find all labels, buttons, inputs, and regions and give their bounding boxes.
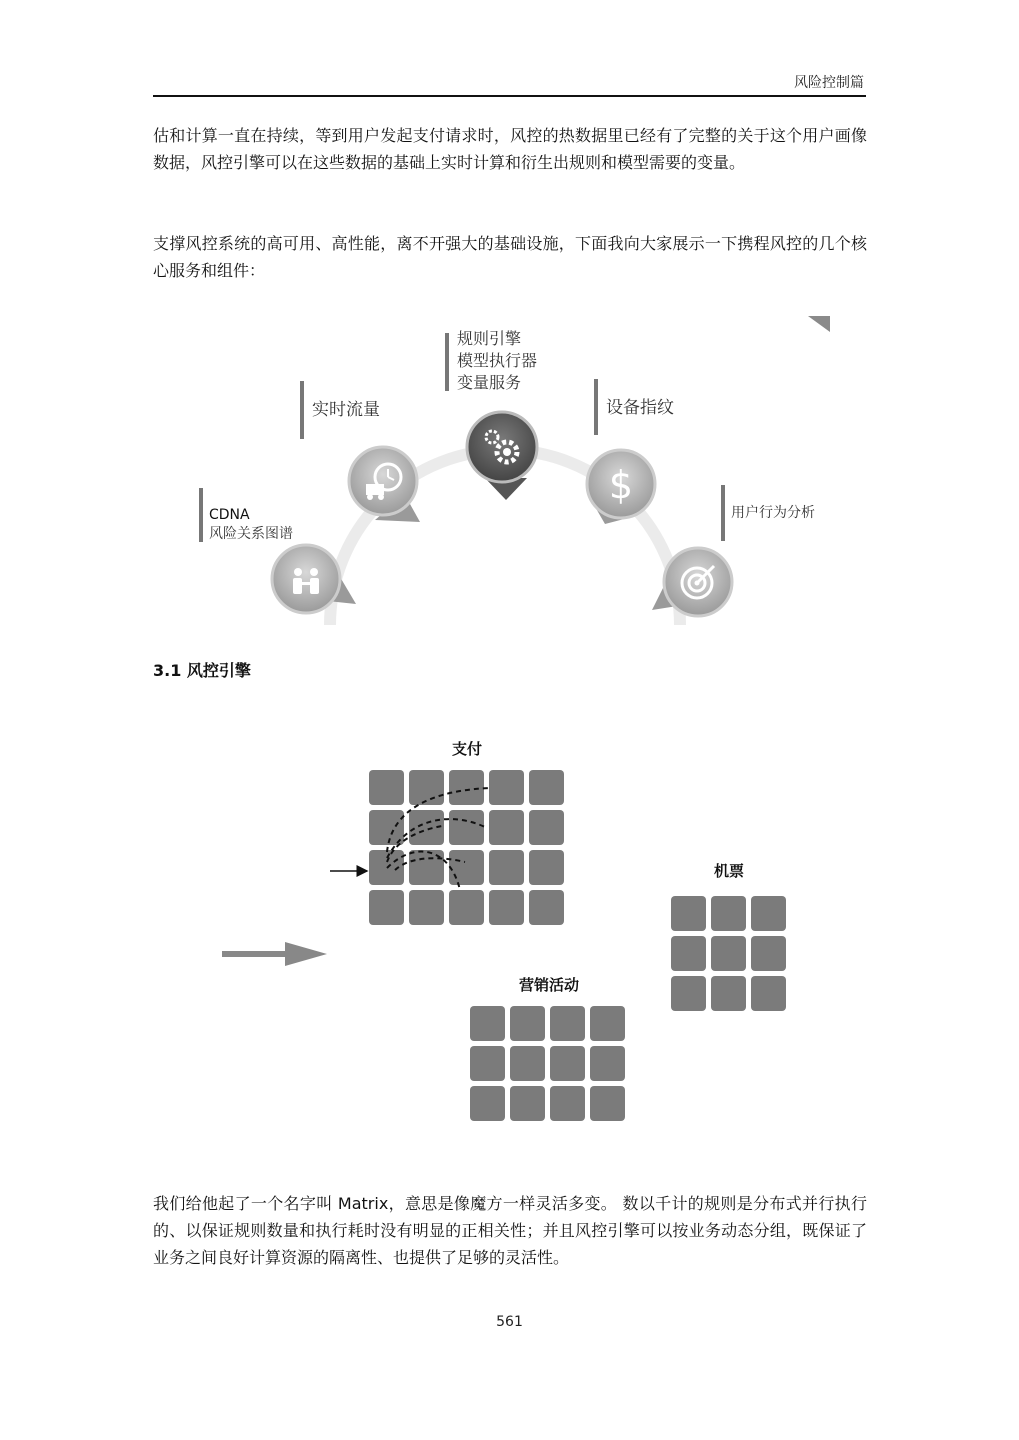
grid-cell: [489, 810, 524, 845]
grid-flight: [671, 896, 786, 1011]
grid-cell: [550, 1086, 585, 1121]
grid-cell: [409, 770, 444, 805]
grid-cell: [449, 890, 484, 925]
paragraph-infrastructure: 支撑风控系统的高可用、高性能，离不开强大的基础设施，下面我向大家展示一下携程风控的几个核心服务和组件：: [153, 234, 867, 280]
grid-cell: [550, 1046, 585, 1081]
grid-cell: [470, 1046, 505, 1081]
grid-cell: [510, 1046, 545, 1081]
grid-cell: [671, 976, 706, 1011]
paragraph-user-profile: 估和计算一直在持续，等到用户发起支付请求时，风控的热数据里已经有了完整的关于这个用户画像数据，风控引擎可以在这些数据的基础上实时计算和衍生出规则和模型需要的变量。: [153, 126, 867, 172]
grid-cell: [671, 936, 706, 971]
grid-cell: [449, 810, 484, 845]
grid-cell: [369, 890, 404, 925]
grid-cell: [590, 1046, 625, 1081]
grid-cell: [369, 810, 404, 845]
grid-cell: [489, 850, 524, 885]
grid-payment: [369, 770, 564, 925]
grid-title-flight: 机票: [713, 862, 745, 880]
svg-text:$: $: [608, 463, 634, 507]
grid-cell: [449, 850, 484, 885]
label-risk-graph: 风险关系图谱: [209, 526, 293, 542]
grid-cell: [489, 770, 524, 805]
grid-cell: [409, 890, 444, 925]
grid-cell: [470, 1086, 505, 1121]
grid-cell: [449, 770, 484, 805]
grid-cell: [489, 890, 524, 925]
label-rule-engine: 规则引擎: [457, 329, 522, 348]
grid-marketing: [470, 1006, 625, 1121]
page-number: 561: [496, 1314, 523, 1330]
grid-cell: [711, 936, 746, 971]
grid-cell: [369, 770, 404, 805]
grid-cell: [529, 850, 564, 885]
paragraph-matrix: 我们给他起了一个名字叫 Matrix，意思是像魔方一样灵活多变。 数以千计的规则是分布式并行执行的、以保证规则数量和执行耗时没有明显的正相关性；并且风控引擎可以按业务动态分组，既保证了业务之间良好计算资源的隔离性、也提供了足够的灵活性。: [153, 1194, 867, 1267]
label-user-behavior: 用户行为分析: [731, 505, 815, 521]
grid-cell: [671, 896, 706, 931]
grid-cell: [529, 890, 564, 925]
section-heading: 3.1 风控引擎: [153, 661, 251, 680]
grid-cell: [590, 1086, 625, 1121]
grid-cell: [751, 896, 786, 931]
label-cdna: CDNA: [209, 507, 250, 523]
grid-cell: [751, 976, 786, 1011]
grid-cell: [550, 1006, 585, 1041]
label-variable-service: 变量服务: [457, 373, 522, 392]
big-arrow: [222, 942, 327, 966]
grid-cell: [751, 936, 786, 971]
grid-cell: [470, 1006, 505, 1041]
grid-cell: [590, 1006, 625, 1041]
label-realtime-traffic: 实时流量: [312, 400, 380, 420]
label-model-executor: 模型执行器: [457, 351, 538, 370]
running-header: 风险控制篇: [794, 75, 864, 91]
grid-title-payment: 支付: [451, 740, 483, 758]
grid-cell: [711, 976, 746, 1011]
grid-cell: [510, 1006, 545, 1041]
grid-title-marketing: 营销活动: [518, 976, 580, 994]
grid-cell: [409, 850, 444, 885]
grid-cell: [711, 896, 746, 931]
label-device-fingerprint: 设备指纹: [606, 398, 674, 418]
grid-cell: [529, 810, 564, 845]
grid-cell: [510, 1086, 545, 1121]
grid-cell: [529, 770, 564, 805]
